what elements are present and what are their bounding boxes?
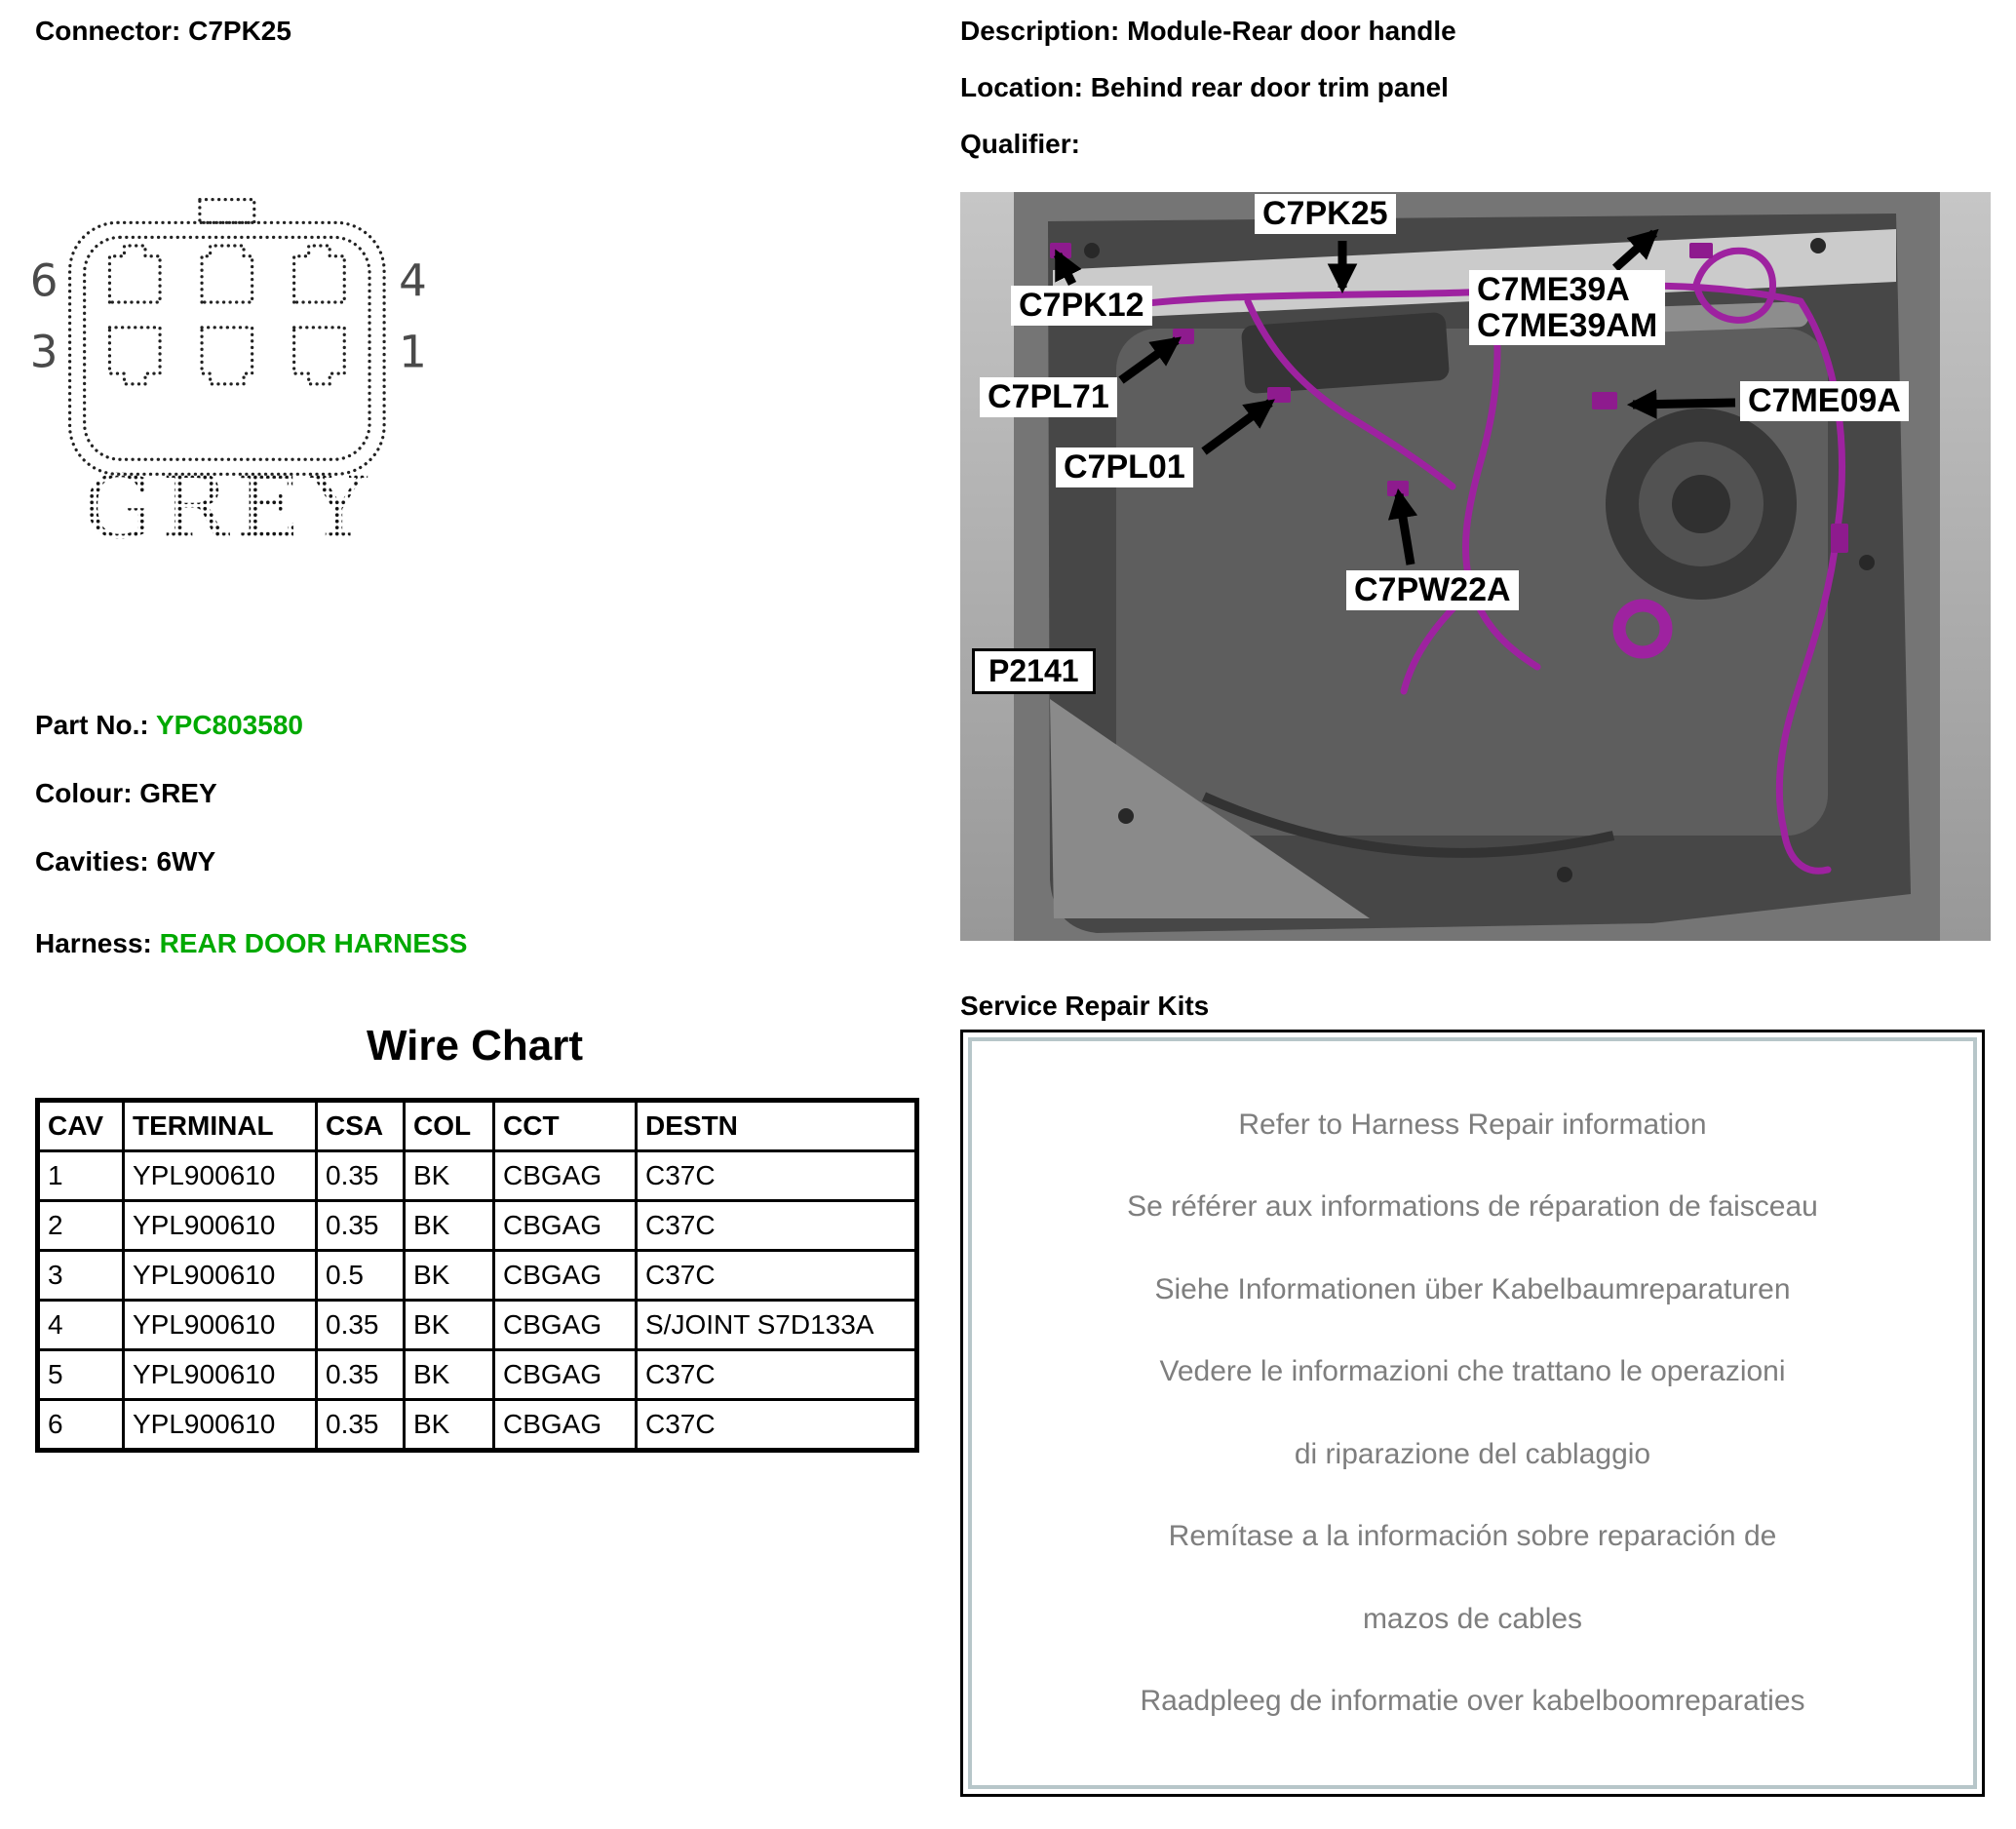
harness-label: Harness: xyxy=(35,928,152,958)
wire-chart-cell: YPL900610 xyxy=(124,1301,317,1350)
wire-chart-cell: CBGAG xyxy=(494,1350,637,1400)
wire-chart-cell: YPL900610 xyxy=(124,1400,317,1451)
wire-chart-title: Wire Chart xyxy=(366,1022,584,1070)
wire-chart-table xyxy=(35,1098,919,1453)
callout-c7me09a: C7ME09A xyxy=(1740,381,1909,421)
pin-number: 4 xyxy=(399,254,427,307)
wire-chart-header-cell: CAV xyxy=(38,1101,124,1151)
wire-chart-cell: YPL900610 xyxy=(124,1201,317,1251)
wire-chart-cell: 2 xyxy=(38,1201,124,1251)
wire-chart-cell: 0.35 xyxy=(317,1151,405,1201)
connector-inner-shell xyxy=(85,237,369,459)
wire-chart-cell: YPL900610 xyxy=(124,1151,317,1201)
service-repair-line: di riparazione del cablaggio xyxy=(1294,1437,1651,1470)
wire-chart-cell: 1 xyxy=(38,1151,124,1201)
cavity xyxy=(294,328,345,384)
pin-number: 6 xyxy=(29,254,58,307)
wire-chart-header-cell: TERMINAL xyxy=(124,1101,317,1151)
callout-c7me39a: C7ME39A xyxy=(1477,271,1630,308)
wire-chart-header-cell: DESTN xyxy=(637,1101,917,1151)
wire-chart-cell: 4 xyxy=(38,1301,124,1350)
wire-chart-row xyxy=(38,1151,917,1201)
part-no-value: YPC803580 xyxy=(155,710,303,740)
cavity xyxy=(109,328,160,384)
callout-c7pl71: C7PL71 xyxy=(980,377,1117,417)
wire-chart-cell: C37C xyxy=(637,1151,917,1201)
wire-chart-row xyxy=(38,1400,917,1451)
wire-chart-cell: BK xyxy=(405,1301,494,1350)
callout-c7pw22a: C7PW22A xyxy=(1346,570,1519,610)
wire-chart-cell: C37C xyxy=(637,1350,917,1400)
pin-number: 3 xyxy=(29,326,58,378)
connector-face-diagram xyxy=(19,191,439,553)
part-no-label: Part No.: xyxy=(35,710,149,740)
wire-chart-header-cell: CCT xyxy=(494,1101,637,1151)
description-line: Description: Module-Rear door handle xyxy=(960,16,1456,46)
figure-reference: P2141 xyxy=(972,648,1096,694)
cavity xyxy=(202,246,252,302)
wire-chart-cell: YPL900610 xyxy=(124,1350,317,1400)
wire-chart-cell: 0.35 xyxy=(317,1350,405,1400)
wire-chart-header-row xyxy=(38,1101,917,1151)
wire-chart-row xyxy=(38,1301,917,1350)
service-repair-line: Siehe Informationen über Kabelbaumreparaturen xyxy=(1154,1272,1791,1305)
pin-number: 1 xyxy=(399,326,427,378)
wire-chart-cell: 3 xyxy=(38,1251,124,1301)
service-repair-box xyxy=(960,1030,1985,1797)
wire-chart-cell: S/JOINT S7D133A xyxy=(637,1301,917,1350)
callout-c7pk25: C7PK25 xyxy=(1255,194,1396,234)
wire-chart-cell: 0.35 xyxy=(317,1400,405,1451)
cavity xyxy=(294,246,345,302)
connector-outer-shell xyxy=(70,222,385,474)
part-no-line xyxy=(35,710,303,741)
service-repair-lines xyxy=(968,1037,1977,1789)
wire-chart-row xyxy=(38,1350,917,1400)
cavity xyxy=(109,246,160,302)
wire-chart-cell: CBGAG xyxy=(494,1251,637,1301)
wire-chart-cell: CBGAG xyxy=(494,1301,637,1350)
harness-value: REAR DOOR HARNESS xyxy=(159,928,468,958)
wire-chart-cell: CBGAG xyxy=(494,1201,637,1251)
wire-chart-body xyxy=(38,1151,917,1451)
service-repair-line: Remítase a la información sobre reparación de xyxy=(1168,1520,1777,1553)
wire-chart-cell: C37C xyxy=(637,1251,917,1301)
wire-chart-cell: 6 xyxy=(38,1400,124,1451)
connector-colour-text: GREY xyxy=(82,455,376,553)
wire-chart-cell: 0.35 xyxy=(317,1201,405,1251)
wire-chart-cell: 0.35 xyxy=(317,1301,405,1350)
wire-chart-cell: CBGAG xyxy=(494,1400,637,1451)
service-repair-line: Se référer aux informations de réparation de faisceau xyxy=(1127,1190,1818,1224)
wire-chart-header-cell: COL xyxy=(405,1101,494,1151)
connector-latch-tab xyxy=(200,200,254,223)
wire-chart-row xyxy=(38,1251,917,1301)
service-repair-line: Vedere le informazioni che trattano le operazioni xyxy=(1159,1355,1786,1388)
connector-title: Connector: C7PK25 xyxy=(35,16,291,46)
wire-chart-cell: 5 xyxy=(38,1350,124,1400)
harness-line xyxy=(35,928,467,959)
service-repair-line: Refer to Harness Repair information xyxy=(1238,1108,1707,1141)
callout-c7me39am: C7ME39AM xyxy=(1477,306,1658,344)
wire-chart-cell: CBGAG xyxy=(494,1151,637,1201)
wire-chart-cell: BK xyxy=(405,1251,494,1301)
wire-chart-row xyxy=(38,1201,917,1251)
qualifier-line: Qualifier: xyxy=(960,129,1080,159)
location-line: Location: Behind rear door trim panel xyxy=(960,72,1449,102)
wire-chart-cell: 0.5 xyxy=(317,1251,405,1301)
service-repair-line: mazos de cables xyxy=(1362,1602,1583,1635)
callout-c7pl01: C7PL01 xyxy=(1056,448,1193,487)
wire-chart-cell: BK xyxy=(405,1350,494,1400)
colour-line: Colour: GREY xyxy=(35,778,217,808)
cavities-line: Cavities: 6WY xyxy=(35,846,216,876)
callout-c7pk12: C7PK12 xyxy=(1011,286,1152,326)
harness-photo xyxy=(960,192,1991,941)
wire-chart-cell: BK xyxy=(405,1151,494,1201)
service-repair-line: Raadpleeg de informatie over kabelboomreparaties xyxy=(1140,1685,1805,1718)
wire-chart-header-cell: CSA xyxy=(317,1101,405,1151)
callout-c7me39a-group xyxy=(1469,270,1665,345)
cavity xyxy=(202,328,252,384)
wire-chart-cell: BK xyxy=(405,1400,494,1451)
wire-chart-cell: C37C xyxy=(637,1400,917,1451)
service-repair-heading: Service Repair Kits xyxy=(960,991,1210,1021)
wire-chart-cell: BK xyxy=(405,1201,494,1251)
wire-chart-cell: C37C xyxy=(637,1201,917,1251)
wire-chart-cell: YPL900610 xyxy=(124,1251,317,1301)
